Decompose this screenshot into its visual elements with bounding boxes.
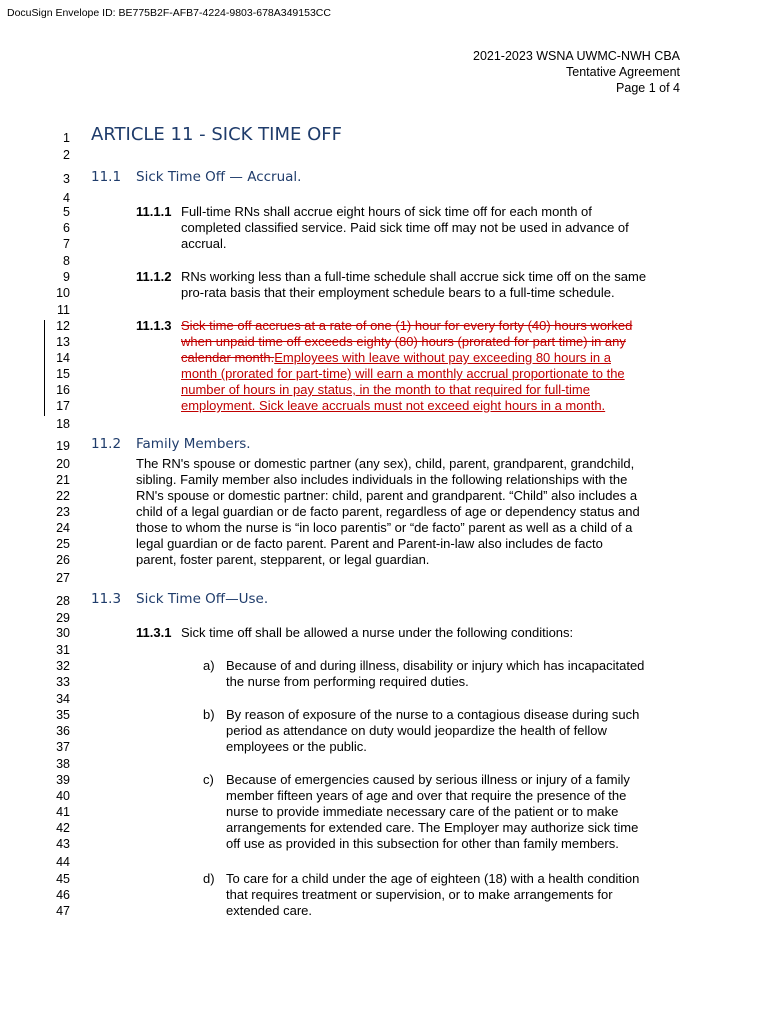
- line-number: 14: [56, 351, 70, 365]
- text-line: the nurse from performing required duties.: [226, 674, 469, 689]
- section-number: 11.2: [91, 436, 122, 452]
- text-line: those to whom the nurse is “in loco parentis” or “de facto” parent as well as a child of a: [136, 520, 633, 535]
- line-number: 44: [56, 855, 70, 869]
- line-number: 35: [56, 708, 70, 722]
- text-line: Because of emergencies caused by serious illness or injury of a family: [226, 772, 630, 787]
- section-number: 11.3: [91, 591, 122, 607]
- text-line: To care for a child under the age of eighteen (18) with a health condition: [226, 871, 640, 886]
- text-line: [181, 350, 611, 366]
- line-number: 7: [63, 237, 70, 251]
- subsection-number: 11.1.2: [136, 269, 172, 284]
- line-number: 13: [56, 335, 70, 349]
- line-number: 47: [56, 904, 70, 918]
- inserted-text: number of hours in pay status, in the month to that required for full-time: [181, 382, 590, 397]
- text-line: employees or the public.: [226, 739, 367, 754]
- line-number: 37: [56, 740, 70, 754]
- line-number: 34: [56, 692, 70, 706]
- text-line: member fifteen years of age and over that require the presence of the: [226, 788, 627, 803]
- line-number: 11: [57, 303, 70, 317]
- list-label: b): [203, 707, 215, 722]
- line-number: 33: [56, 675, 70, 689]
- list-label: a): [203, 658, 215, 673]
- line-number: 24: [56, 521, 70, 535]
- list-label: c): [203, 772, 214, 787]
- line-number: 19: [56, 439, 70, 453]
- line-number: 41: [56, 805, 70, 819]
- line-number: 2: [63, 148, 70, 162]
- line-number: 20: [56, 457, 70, 471]
- line-number: 22: [56, 489, 70, 503]
- text-line: that requires treatment or supervision, or to make arrangements for: [226, 887, 613, 902]
- text-line: RN's spouse or domestic partner: child, parent and grandparent. “Child” also includes a: [136, 488, 638, 503]
- line-number: 3: [63, 172, 70, 186]
- line-number: 21: [56, 473, 70, 487]
- text-line: RNs working less than a full-time schedule shall accrue sick time off on the same: [181, 269, 647, 284]
- text-line: nurse to provide immediate necessary care of the patient or to make: [226, 804, 619, 819]
- line-number: 27: [56, 571, 70, 585]
- subsection-number: 11.1.1: [136, 204, 172, 219]
- deleted-text: calendar month.: [181, 350, 275, 365]
- inserted-text: employment. Sick leave accruals must not exceed eight hours in a month.: [181, 398, 606, 413]
- line-number: 30: [56, 626, 70, 640]
- section-title: Sick Time Off — Accrual.: [136, 169, 302, 185]
- line-number: 8: [63, 254, 70, 268]
- line-number: 29: [56, 611, 70, 625]
- section-title: Sick Time Off—Use.: [136, 591, 269, 607]
- line-number: 36: [56, 724, 70, 738]
- line-number: 46: [56, 888, 70, 902]
- line-number: 9: [63, 270, 70, 284]
- header-title: 2021-2023 WSNA UWMC-NWH CBA: [473, 49, 680, 63]
- line-number: 6: [63, 221, 70, 235]
- section-title: Family Members.: [136, 436, 251, 452]
- deleted-text: when unpaid time off exceeds eighty (80) hours (prorated for part time) in any: [181, 334, 626, 349]
- text-line: parent, foster parent, stepparent, or legal guardian.: [136, 552, 430, 567]
- line-number: 15: [56, 367, 70, 381]
- section-number: 11.1: [91, 169, 122, 185]
- text-line: arrangements for extended care. The Employer may authorize sick time: [226, 820, 639, 835]
- envelope-id: DocuSign Envelope ID: BE775B2F-AFB7-4224-9803-678A349153CC: [7, 7, 331, 19]
- line-number: 12: [56, 319, 70, 333]
- line-number: 39: [56, 773, 70, 787]
- line-number: 38: [56, 757, 70, 771]
- line-number: 1: [63, 131, 70, 145]
- header-page-number: Page 1 of 4: [616, 81, 680, 95]
- text-line: Because of and during illness, disability or injury which has incapacitated: [226, 658, 645, 673]
- text-line: period as attendance on duty would jeopardize the health of fellow: [226, 723, 607, 738]
- line-number: 17: [56, 399, 70, 413]
- text-line: Full-time RNs shall accrue eight hours of sick time off for each month of: [181, 204, 592, 219]
- article-title: ARTICLE 11 - SICK TIME OFF: [91, 124, 342, 145]
- line-number: 42: [56, 821, 70, 835]
- line-number: 45: [56, 872, 70, 886]
- line-number: 4: [63, 191, 70, 205]
- line-number: 28: [56, 594, 70, 608]
- line-number: 5: [63, 205, 70, 219]
- header-subtitle: Tentative Agreement: [566, 65, 680, 79]
- line-number: 31: [56, 643, 70, 657]
- line-number: 40: [56, 789, 70, 803]
- text-line: extended care.: [226, 903, 313, 918]
- text-line: accrual.: [181, 236, 227, 251]
- subsection-number: 11.1.3: [136, 318, 172, 333]
- deleted-text: Sick time off accrues at a rate of one (1) hour for every forty (40) hours worked: [181, 318, 633, 333]
- text-line: Sick time off shall be allowed a nurse under the following conditions:: [181, 625, 574, 640]
- inserted-text: Employees with leave without pay exceeding 80 hours in a: [274, 350, 611, 365]
- line-number: 10: [56, 286, 70, 300]
- text-line: sibling. Family member also includes individuals in the following relationships with the: [136, 472, 628, 487]
- line-number: 16: [56, 383, 70, 397]
- line-number: 32: [56, 659, 70, 673]
- text-line: By reason of exposure of the nurse to a contagious disease during such: [226, 707, 640, 722]
- text-line: child of a legal guardian or de facto parent, regardless of age or dependency status and: [136, 504, 640, 519]
- list-label: d): [203, 871, 215, 886]
- subsection-number: 11.3.1: [136, 625, 172, 640]
- line-number: 25: [56, 537, 70, 551]
- text-line: legal guardian or de facto parent. Parent and Parent-in-law also includes de facto: [136, 536, 603, 551]
- revision-bar: [44, 320, 45, 416]
- line-number: 23: [56, 505, 70, 519]
- line-number: 26: [56, 553, 70, 567]
- line-number: 18: [56, 417, 70, 431]
- text-line: completed classified service. Paid sick time off may not be used in advance of: [181, 220, 629, 235]
- inserted-text: month (prorated for part-time) will earn a monthly accrual proportionate to the: [181, 366, 625, 381]
- text-line: The RN's spouse or domestic partner (any sex), child, parent, grandparent, grandchild,: [136, 456, 635, 471]
- text-line: off use as provided in this subsection for other than family members.: [226, 836, 619, 851]
- line-number: 43: [56, 837, 70, 851]
- text-line: pro-rata basis that their employment schedule bears to a full-time schedule.: [181, 285, 615, 300]
